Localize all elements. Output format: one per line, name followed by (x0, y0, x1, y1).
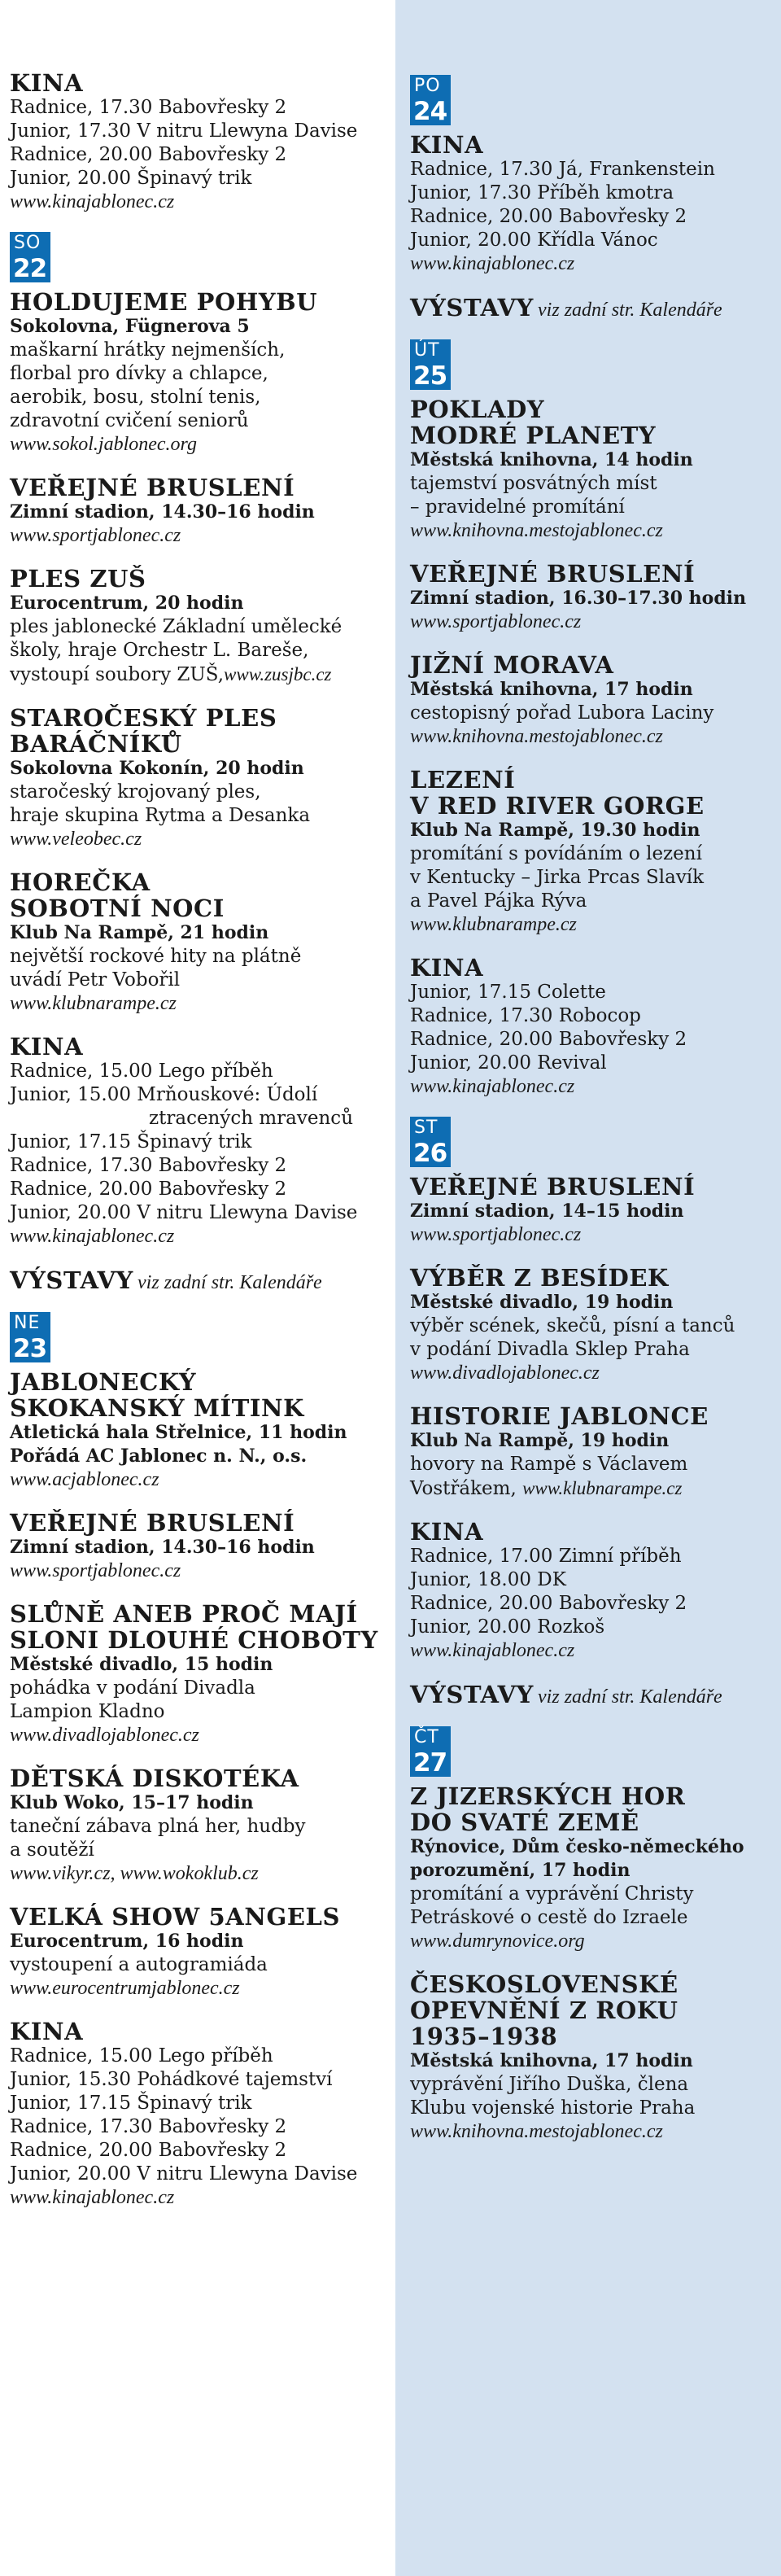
event-title (10, 1601, 395, 1653)
event-title: JIŽNÍ MORAVA (410, 651, 614, 679)
event-title: KINA (410, 954, 484, 982)
event-title (410, 1783, 781, 1835)
event-venue: Klub Woko, 15–17 hodin (10, 1792, 254, 1813)
event-web-link[interactable]: www.kinajablonec.cz (410, 1076, 575, 1097)
event-title-line: OPEVNĚNÍ Z ROKU (410, 1997, 678, 2024)
event-web-link[interactable]: www.kinajablonec.cz (10, 2187, 175, 2208)
event-line: Radnice, 17.30 Já, Frankenstein (410, 159, 715, 180)
day-number: 27 (413, 1748, 447, 1778)
event-jizni-morava (410, 652, 781, 749)
event-slune (10, 1601, 395, 1747)
event-venue: Městská knihovna, 14 hodin (410, 449, 693, 470)
event-staro-ples (10, 705, 395, 851)
event-title-line: STAROČESKÝ PLES (10, 704, 277, 732)
event-line: Klubu vojenské historie Praha (410, 2097, 696, 2119)
event-title (10, 705, 395, 757)
event-venue: Eurocentrum, 20 hodin (10, 593, 244, 614)
event-venue: Městská knihovna, 17 hodin (410, 679, 693, 700)
event-title-line: SLONI DLOUHÉ CHOBOTY (10, 1626, 378, 1654)
event-line: taneční zábava plná her, hudby (10, 1816, 306, 1837)
event-line: Radnice, 20.00 Babovřesky 2 (410, 206, 687, 227)
event-line: – pravidelné promítání (410, 496, 625, 518)
event-vyber-z-besidek (410, 1265, 781, 1385)
event-kina-block1 (10, 70, 395, 214)
day-badge-ne23 (10, 1312, 50, 1362)
vystavy-label: VÝSTAVY (410, 294, 534, 321)
event-title: VELKÁ SHOW 5ANGELS (10, 1903, 341, 1931)
event-web-link[interactable]: www.sportjablonec.cz (10, 525, 181, 546)
event-title-line: JABLONECKÝ (10, 1368, 197, 1396)
event-venue: Sokolovna Kokonín, 20 hodin (10, 758, 304, 779)
event-title: KINA (410, 131, 484, 159)
event-title-line: BARÁČNÍKŮ (10, 730, 182, 758)
event-line: Radnice, 17.00 Zimní příběh (410, 1546, 682, 1567)
event-title (10, 869, 395, 921)
event-title-line: 1935–1938 (410, 2023, 558, 2050)
event-venue: Rýnovice, Dům česko-německého (410, 1836, 744, 1857)
event-line: Radnice, 15.00 Lego příběh (10, 2045, 273, 2066)
event-show-5angels (10, 1904, 395, 2001)
event-line: Radnice, 15.00 Lego příběh (10, 1061, 273, 1082)
event-title-line: Z JIZERSKÝCH HOR (410, 1782, 686, 1810)
event-title: VEŘEJNÉ BRUSLENÍ (10, 474, 295, 501)
event-line: Junior, 17.15 Špinavý trik (10, 2093, 252, 2114)
event-venue: Městské divadlo, 15 hodin (10, 1654, 273, 1675)
event-title-line: SOBOTNÍ NOCI (10, 894, 225, 922)
event-web-link[interactable]: www.kinajablonec.cz (410, 1640, 575, 1661)
day-badge-ct27 (410, 1726, 451, 1777)
event-line: Radnice, 20.00 Babovřesky 2 (410, 1029, 687, 1050)
day-of-week: ČT (414, 1727, 439, 1747)
event-line: zdravotní cvičení seniorů (10, 410, 249, 431)
event-venue: Klub Na Rampě, 19 hodin (410, 1430, 670, 1451)
vystavy-label: VÝSTAVY (410, 1681, 534, 1708)
event-title-line: ČESKOSLOVENSKÉ (410, 1970, 678, 1998)
event-title-line: SKOKANSKÝ MÍTINK (10, 1394, 304, 1422)
event-detska-diskoteka (10, 1765, 395, 1886)
event-line: promítání a vyprávění Christy (410, 1883, 694, 1905)
right-column (395, 0, 781, 2576)
vystavy-reference: viz zadní str. Kalendáře (137, 1272, 322, 1293)
day-of-week: ÚT (414, 340, 440, 361)
event-title: DĚTSKÁ DISKOTÉKA (10, 1765, 299, 1792)
event-venue: Eurocentrum, 16 hodin (10, 1931, 244, 1952)
event-venue: Zimní stadion, 14.30–16 hodin (10, 1537, 315, 1558)
event-line-text: vystoupí soubory ZUŠ, (10, 664, 225, 685)
event-kina-block6 (410, 1519, 781, 1663)
event-line: Junior, 20.00 Revival (410, 1052, 607, 1074)
event-title: HOLDUJEME POHYBU (10, 288, 318, 316)
vystavy-note-3 (410, 1681, 781, 1708)
event-line: Radnice, 17.30 Robocop (410, 1005, 641, 1026)
event-line: Radnice, 20.00 Babovřesky 2 (410, 1593, 687, 1614)
event-venue: Klub Na Rampě, 21 hodin (10, 922, 269, 943)
event-web-link[interactable]: www.eurocentrumjablonec.cz (10, 1978, 240, 1999)
event-verejne-brusleni-2 (10, 1510, 395, 1583)
event-web-link[interactable]: www.sokol.jablonec.org (10, 434, 197, 455)
event-web-link[interactable]: www.acjablonec.cz (10, 1469, 159, 1490)
event-line: Radnice, 17.30 Babovřesky 2 (10, 1155, 287, 1176)
day-badge-po24 (410, 75, 451, 125)
event-line: největší rockové hity na plátně (10, 946, 302, 967)
vystavy-note-2 (410, 294, 781, 321)
event-line: Junior, 15.00 Mrňouskové: Údolí (10, 1084, 318, 1105)
event-web-link[interactable]: www.veleobec.cz (10, 829, 142, 850)
event-line: Radnice, 20.00 Babovřesky 2 (10, 144, 287, 165)
event-title: VÝBĚR Z BESÍDEK (410, 1264, 669, 1292)
vystavy-reference: viz zadní str. Kalendáře (538, 1686, 722, 1708)
vystavy-note-1 (10, 1266, 395, 1294)
event-line: aerobik, bosu, stolní tenis, (10, 387, 261, 408)
event-web-link[interactable]: www.divadlojablonec.cz (10, 1725, 199, 1746)
event-line: hraje skupina Rytma a Desanka (10, 805, 311, 826)
event-title: KINA (410, 1518, 484, 1546)
event-title-line: SLŮNĚ ANEB PROČ MAJÍ (10, 1600, 358, 1628)
event-title (410, 767, 781, 819)
event-line: vyprávění Jiřího Duška, člena (410, 2074, 689, 2095)
event-venue: Městské divadlo, 19 hodin (410, 1292, 674, 1313)
event-web-link[interactable]: www.sportjablonec.cz (10, 1560, 181, 1581)
event-line: Junior, 20.00 Rozkoš (410, 1616, 605, 1638)
event-jizerske-hory (410, 1783, 781, 1953)
event-line: Junior, 20.00 Křídla Vánoc (410, 230, 658, 251)
event-web-link[interactable]: www.divadlojablonec.cz (410, 1362, 600, 1384)
event-venue: Městská knihovna, 17 hodin (410, 2050, 693, 2071)
event-skokansky-mitink (10, 1369, 395, 1492)
event-line: Petráskové o cestě do Izraele (410, 1907, 688, 1928)
event-line: uvádí Petr Vobořil (10, 969, 181, 991)
event-web-link[interactable]: www.klubnarampe.cz (522, 1478, 683, 1498)
event-title: VEŘEJNÉ BRUSLENÍ (410, 560, 696, 588)
event-kina-block2 (10, 1034, 395, 1249)
day-of-week: ST (414, 1117, 438, 1138)
event-title: PLES ZUŠ (10, 565, 146, 593)
event-line: maškarní hrátky nejmenších, (10, 339, 286, 361)
event-web-link[interactable]: www.sportjablonec.cz (410, 1224, 582, 1245)
event-title-line: POKLADY (410, 396, 545, 423)
event-line: vystoupení a autogramiáda (10, 1954, 268, 1975)
day-badge-st26 (410, 1117, 451, 1167)
day-number: 24 (413, 97, 447, 126)
event-opevneni (410, 1971, 781, 2144)
event-web-link[interactable]: www.klubnarampe.cz (410, 914, 577, 935)
event-line: Radnice, 17.30 Babovřesky 2 (10, 2116, 287, 2137)
event-line: staročeský krojovaný ples, (10, 781, 261, 803)
event-line: Junior, 17.15 Colette (410, 982, 606, 1003)
event-line: Junior, 17.30 Příběh kmotra (410, 182, 674, 203)
event-line: Radnice, 17.30 Babovřesky 2 (10, 97, 287, 118)
event-web-link[interactable]: www.dumrynovice.org (410, 1931, 585, 1952)
event-poklady (410, 396, 781, 543)
event-title: KINA (10, 1033, 84, 1061)
event-title: HISTORIE JABLONCE (410, 1402, 709, 1430)
event-title-line: LEZENÍ (410, 766, 516, 794)
event-line (410, 1476, 781, 1501)
event-web-link[interactable]: www.sportjablonec.cz (410, 611, 582, 632)
event-line: Junior, 17.15 Špinavý trik (10, 1131, 252, 1152)
event-line: tajemství posvátných míst (410, 473, 657, 494)
event-title-line: DO SVATÉ ZEMĚ (410, 1808, 639, 1836)
event-verejne-brusleni-3 (410, 561, 781, 634)
event-line: Junior, 15.30 Pohádkové tajemství (10, 2069, 333, 2090)
event-line: promítání s povídáním o lezení (410, 843, 702, 864)
event-title (410, 396, 781, 448)
event-venue: Sokolovna, Fügnerova 5 (10, 316, 250, 337)
event-title (10, 1369, 395, 1421)
event-line-text: Vostřákem, (410, 1478, 523, 1499)
day-number: 22 (13, 254, 47, 283)
day-number: 26 (413, 1139, 447, 1168)
day-of-week: PO (414, 76, 441, 96)
event-line: Junior, 18.00 DK (410, 1569, 566, 1590)
event-web-link[interactable]: www.kinajablonec.cz (10, 191, 175, 212)
event-verejne-brusleni-1 (10, 475, 395, 548)
event-web-link[interactable]: www.zusjbc.cz (224, 664, 332, 684)
event-web-link[interactable]: www.kinajablonec.cz (410, 253, 575, 274)
event-line (10, 663, 395, 687)
event-line: výběr scének, skečů, písní a tanců (410, 1315, 735, 1336)
event-kina-block3 (10, 2018, 395, 2210)
event-title-line: MODRÉ PLANETY (410, 422, 657, 449)
event-venue: porozumění, 17 hodin (410, 1860, 630, 1881)
event-venue: Zimní stadion, 14–15 hodin (410, 1201, 684, 1222)
event-verejne-brusleni-4 (410, 1174, 781, 1247)
event-lezeni (410, 767, 781, 937)
event-line: v Kentucky – Jirka Prcas Slavík (410, 867, 705, 888)
event-kina-block5 (410, 955, 781, 1099)
event-line: Junior, 20.00 V nitru Llewyna Davise (10, 1202, 358, 1223)
day-of-week: SO (14, 233, 41, 253)
event-title: VEŘEJNÉ BRUSLENÍ (10, 1509, 295, 1537)
event-ples-zus (10, 566, 395, 687)
event-line: cestopisný pořad Lubora Laciny (410, 702, 714, 724)
event-historie-jablonce (410, 1403, 781, 1501)
vystavy-label: VÝSTAVY (10, 1266, 133, 1294)
event-horecka (10, 869, 395, 1016)
event-web-link[interactable]: www.klubnarampe.cz (10, 993, 177, 1014)
event-venue: Atletická hala Střelnice, 11 hodin (10, 1422, 347, 1443)
event-web-link[interactable]: www.knihovna.mestojablonec.cz (410, 520, 663, 541)
event-venue: Zimní stadion, 14.30–16 hodin (10, 501, 315, 523)
event-line: Lampion Kladno (10, 1701, 165, 1722)
event-line: Junior, 20.00 Špinavý trik (10, 168, 252, 189)
event-organizer: Pořádá AC Jablonec n. N., o.s. (10, 1445, 308, 1467)
event-line: hovory na Rampě s Václavem (410, 1454, 688, 1475)
vystavy-reference: viz zadní str. Kalendáře (538, 300, 722, 321)
event-title: KINA (10, 69, 84, 97)
event-web-link[interactable]: www.kinajablonec.cz (10, 1226, 175, 1247)
event-line: Junior, 20.00 V nitru Llewyna Davise (10, 2163, 358, 2185)
event-line: a Pavel Pájka Rýva (410, 890, 587, 912)
event-venue: Zimní stadion, 16.30–17.30 hodin (410, 588, 747, 609)
day-of-week: NE (14, 1313, 41, 1333)
event-web-link[interactable]: www.vikyr.cz, www.wokoklub.cz (10, 1863, 259, 1884)
event-line: v podání Divadla Sklep Praha (410, 1339, 690, 1360)
event-line: Junior, 17.30 V nitru Llewyna Davise (10, 120, 358, 142)
event-web-link[interactable]: www.knihovna.mestojablonec.cz (410, 726, 663, 747)
event-title: KINA (10, 2018, 84, 2045)
event-line: školy, hraje Orchestr L. Bareše, (10, 640, 309, 661)
event-line: florbal pro dívky a chlapce, (10, 363, 268, 384)
day-number: 25 (413, 361, 447, 391)
event-line: pohádka v podání Divadla (10, 1677, 255, 1699)
day-badge-so22 (10, 232, 50, 282)
event-title-line: HOREČKA (10, 868, 151, 896)
event-holdujeme-pohybu (10, 289, 395, 457)
event-line: Radnice, 20.00 Babovřesky 2 (10, 1179, 287, 1200)
event-title: VEŘEJNÉ BRUSLENÍ (410, 1173, 696, 1201)
event-web-link[interactable]: www.knihovna.mestojablonec.cz (410, 2121, 663, 2142)
day-number: 23 (13, 1334, 47, 1363)
event-kina-block4 (410, 132, 781, 276)
day-badge-ut25 (410, 339, 451, 390)
event-title-line: V RED RIVER GORGE (410, 792, 705, 820)
event-line: a soutěží (10, 1839, 94, 1861)
event-line: ztracených mravenců (149, 1108, 354, 1129)
event-title (410, 1971, 781, 2049)
event-line: Radnice, 20.00 Babovřesky 2 (10, 2140, 287, 2161)
event-line: ples jablonecké Základní umělecké (10, 616, 343, 637)
event-venue: Klub Na Rampě, 19.30 hodin (410, 820, 700, 841)
